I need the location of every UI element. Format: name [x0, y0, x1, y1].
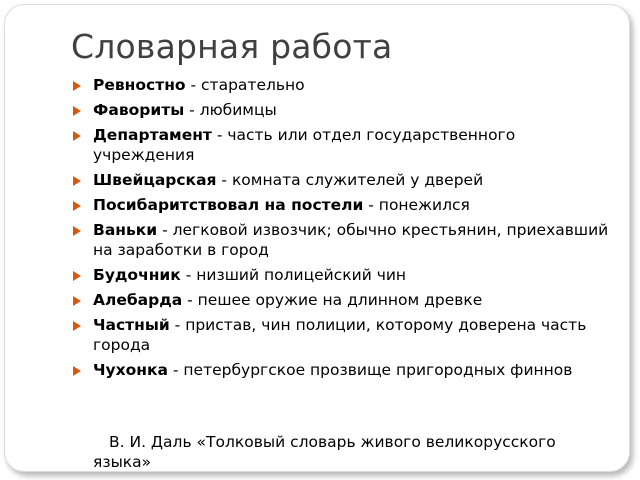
bullet-icon — [73, 106, 81, 116]
definition: - легковой извозчик; обычно крестьянин, приехавший на заработки в город — [93, 221, 609, 259]
definition: - часть или отдел государственного учреждения — [93, 126, 516, 164]
definition: - пешее оружие на длинном древке — [182, 291, 483, 309]
bullet-icon — [73, 366, 81, 376]
bullet-icon — [73, 271, 81, 281]
definition: - низший полицейский чин — [180, 266, 407, 284]
term: Фавориты — [93, 101, 185, 119]
list-item — [73, 195, 613, 215]
list-item — [73, 315, 613, 355]
term: Посибаритствовал на постели — [93, 196, 364, 214]
list-item — [73, 290, 613, 310]
list-item — [73, 360, 613, 380]
list-item — [73, 265, 613, 285]
vocabulary-list — [73, 75, 613, 385]
term: Частный — [93, 316, 170, 334]
definition: - понежился — [363, 196, 470, 214]
list-item — [73, 125, 613, 165]
definition: - комната служителей у дверей — [216, 171, 484, 189]
bullet-icon — [73, 81, 81, 91]
definition: - любимцы — [184, 101, 277, 119]
bullet-icon — [73, 201, 81, 211]
term: Ваньки — [93, 221, 158, 239]
bullet-icon — [73, 321, 81, 331]
term: Алебарда — [93, 291, 183, 309]
list-item — [73, 75, 613, 95]
term: Ревностно — [93, 76, 186, 94]
definition: - старательно — [185, 76, 305, 94]
term: Департамент — [93, 126, 212, 144]
definition: - петербургское прозвище пригородных финнов — [167, 361, 573, 379]
list-item — [73, 220, 613, 260]
list-item — [73, 100, 613, 120]
slide-title: Словарная работа — [71, 27, 393, 66]
bullet-icon — [73, 131, 81, 141]
term: Чухонка — [93, 361, 168, 379]
bullet-icon — [73, 226, 81, 236]
term: Швейцарская — [93, 171, 217, 189]
slide — [4, 4, 630, 472]
source-citation: В. И. Даль «Толковый словарь живого великорусского языка» — [93, 433, 556, 471]
list-item — [73, 170, 613, 190]
definition: - пристав, чин полиции, которому доверена часть города — [93, 316, 587, 354]
bullet-icon — [73, 176, 81, 186]
term: Будочник — [93, 266, 181, 284]
bullet-icon — [73, 296, 81, 306]
